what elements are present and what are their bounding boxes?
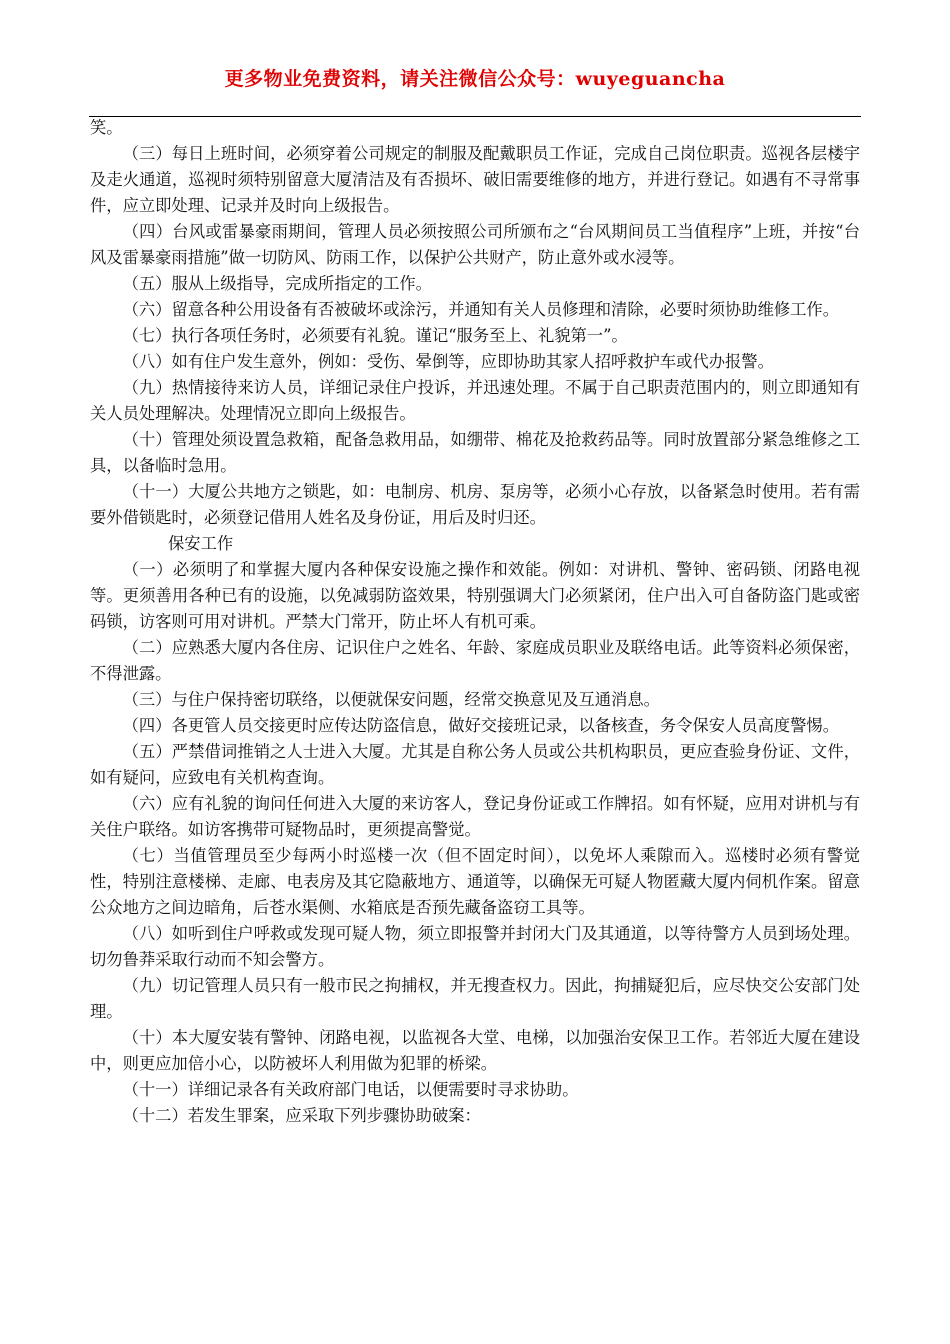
paragraph-duty-10: （十）管理处须设置急救箱，配备急救用品，如绷带、棉花及抢救药品等。同时放置部分紧急维修之工具，以备临时急用。 (90, 430, 860, 475)
paragraph-security-10: （十）本大厦安装有警钟、闭路电视，以监视各大堂、电梯，以加强治安保卫工作。若邻近大厦在建设中，则更应加倍小心，以防被坏人利用做为犯罪的桥梁。 (90, 1028, 860, 1073)
section-heading-security: 保安工作 (168, 534, 234, 553)
paragraph-duty-6: （六）留意各种公用设备有否被破坏或涂污，并通知有关人员修理和清除，必要时须协助维修工作。 (122, 300, 839, 319)
paragraph-duty-9: （九）热情接待来访人员，详细记录住户投诉，并迅速处理。不属于自己职责范围内的，则立即通知有关人员处理解决。处理情况立即向上级报告。 (90, 378, 860, 423)
paragraph-duty-5: （五）服从上级指导，完成所指定的工作。 (122, 274, 432, 293)
paragraph-security-5: （五）严禁借词推销之人士进入大厦。尤其是自称公务人员或公共机构职员，更应查验身份证、文件，如有疑问，应致电有关机构查询。 (90, 742, 860, 787)
paragraph-duty-8: （八）如有住户发生意外，例如：受伤、晕倒等，应即协助其家人招呼救护车或代办报警。 (122, 352, 774, 371)
paragraph-security-8: （八）如听到住户呼救或发现可疑人物，须立即报警并封闭大门及其通道，以等待警方人员到场处理。切勿鲁莽采取行动而不知会警方。 (90, 924, 860, 969)
paragraph-duty-4: （四）台风或雷暴豪雨期间，管理人员必须按照公司所颁布之“台风期间员工当值程序”上班，并按“台风及雷暴豪雨措施”做一切防风、防雨工作，以保护公共财产，防止意外或水浸等。 (90, 222, 860, 267)
paragraph-security-6: （六）应有礼貌的询问任何进入大厦的来访客人，登记身份证或工作牌招。如有怀疑，应用对讲机与有关住户联络。如访客携带可疑物品时，更须提高警觉。 (90, 794, 860, 839)
paragraph-duty-11: （十一）大厦公共地方之锁匙，如：电制房、机房、泵房等，必须小心存放，以备紧急时使用。若有需要外借锁匙时，必须登记借用人姓名及身份证，用后及时归还。 (90, 482, 860, 527)
paragraph-security-11: （十一）详细记录各有关政府部门电话，以便需要时寻求协助。 (122, 1080, 579, 1099)
paragraph-security-9: （九）切记管理人员只有一般市民之拘捕权，并无搜查权力。因此，拘捕疑犯后，应尽快交公安部门处理。 (90, 976, 860, 1021)
document-body (90, 115, 860, 1129)
paragraph-duty-7: （七）执行各项任务时，必须要有礼貌。谨记“服务至上、礼貌第一”。 (122, 326, 628, 345)
paragraph-security-7: （七）当值管理员至少每两小时巡楼一次（但不固定时间），以免坏人乘隙而入。巡楼时必须有警觉性，特别注意楼梯、走廊、电表房及其它隐蔽地方、通道等，以确保无可疑人物匿藏大厦内伺机作案。留意公众地方之间边暗角，后苍水渠侧、水箱底是否预先藏备盗窃工具等。 (90, 846, 860, 917)
paragraph-security-12: （十二）若发生罪案，应采取下列步骤协助破案： (122, 1106, 481, 1125)
wechat-promo-header: 更多物业免费资料，请关注微信公众号：wuyeguancha (224, 68, 726, 90)
paragraph-security-3: （三）与住户保持密切联络，以便就保安问题，经常交换意见及互通消息。 (122, 690, 660, 709)
paragraph-continuation: 笑。 (90, 118, 123, 137)
paragraph-security-2: （二）应熟悉大厦内各住房、记识住户之姓名、年龄、家庭成员职业及联络电话。此等资料必须保密，不得泄露。 (90, 638, 860, 683)
paragraph-security-1: （一）必须明了和掌握大厦内各种保安设施之操作和效能。例如：对讲机、警钟、密码锁、闭路电视等。更须善用各种已有的设施，以免减弱防盗效果，特别强调大门必须紧闭，住户出入可自备防盗门匙或密码锁，访客则可用对讲机。严禁大门常开，防止坏人有机可乘。 (90, 560, 860, 631)
paragraph-duty-3: （三）每日上班时间，必须穿着公司规定的制服及配戴职员工作证，完成自己岗位职责。巡视各层楼宇及走火通道，巡视时须特别留意大厦清洁及有否损坏、破旧需要维修的地方，并进行登记。如遇有不寻常事件，应立即处理、记录并及时向上级报告。 (90, 144, 860, 215)
paragraph-security-4: （四）各更管人员交接更时应传达防盗信息，做好交接班记录，以备核查，务令保安人员高度警惕。 (122, 716, 839, 735)
